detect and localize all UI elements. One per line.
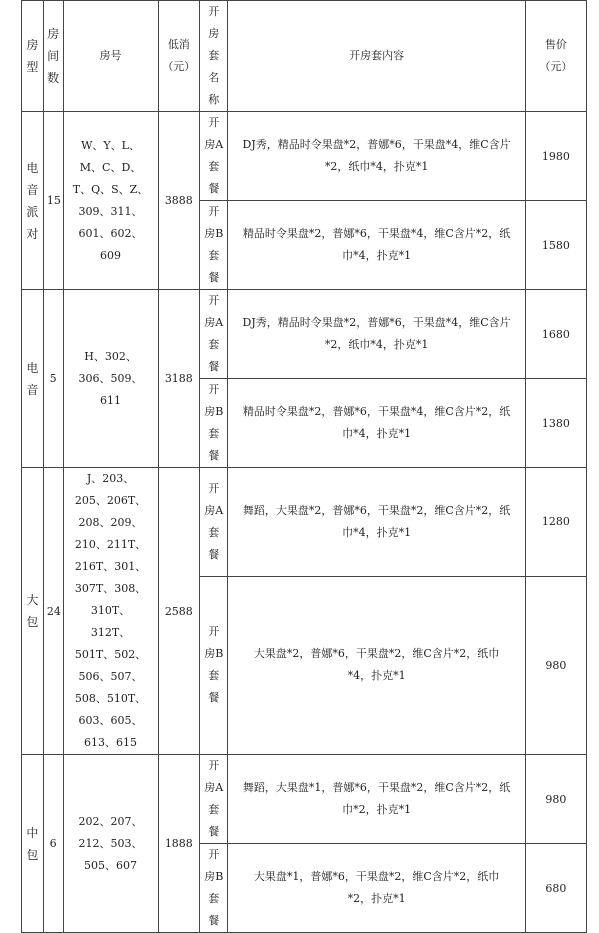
package-price: 980	[525, 576, 586, 754]
package-content: 大果盘*1，普娜*6，干果盘*2，维C含片*2，纸巾*2，扑克*1	[228, 844, 525, 933]
package-name: 开房A套餐	[200, 290, 228, 379]
package-name: 开房A套餐	[200, 112, 228, 201]
room-count: 6	[43, 755, 63, 933]
room-type: 电音	[22, 290, 44, 468]
header-price	[525, 1, 586, 112]
room-count: 15	[43, 112, 63, 290]
room-type: 大包	[22, 468, 44, 755]
room-type: 电音派对	[22, 112, 44, 290]
table-row	[22, 290, 587, 379]
room-type: 中包	[22, 755, 44, 933]
header-price-label: 售价	[544, 38, 567, 51]
package-name: 开房B套餐	[200, 379, 228, 468]
package-price: 1980	[525, 112, 586, 201]
header-count: 房间数	[43, 1, 63, 112]
package-price: 1680	[525, 290, 586, 379]
min-spend: 3188	[158, 290, 200, 468]
package-price: 980	[525, 755, 586, 844]
package-price: 1580	[525, 201, 586, 290]
room-count: 5	[43, 290, 63, 468]
header-row	[22, 1, 587, 112]
room-numbers: H、302、306、509、611	[63, 290, 158, 468]
header-min-spend	[158, 1, 200, 112]
package-name: 开房A套餐	[200, 755, 228, 844]
room-numbers: 202、207、212、503、505、607	[63, 755, 158, 933]
package-content: DJ秀，精品时令果盘*2，普娜*6，干果盘*4，维C含片*2，纸巾*4，扑克*1	[228, 290, 525, 379]
header-min-spend-label: 低消	[167, 38, 190, 51]
package-content: 精品时令果盘*2，普娜*6，干果盘*4，维C含片*2，纸巾*4，扑克*1	[228, 201, 525, 290]
table-row	[22, 755, 587, 844]
min-spend: 1888	[158, 755, 200, 933]
package-name: 开房A套餐	[200, 468, 228, 577]
min-spend: 2588	[158, 468, 200, 755]
table-row	[22, 468, 587, 577]
package-name: 开房B套餐	[200, 576, 228, 754]
header-content: 开房套内容	[228, 1, 525, 112]
price-table	[21, 0, 587, 933]
header-price-unit: （元）	[539, 60, 573, 73]
package-content: 精品时令果盘*2，普娜*6，干果盘*4，维C含片*2，纸巾*4，扑克*1	[228, 379, 525, 468]
header-package: 开房套名称	[200, 1, 228, 112]
package-content: 舞蹈，大果盘*2，普娜*6，干果盘*2，维C含片*2，纸巾*4，扑克*1	[228, 468, 525, 577]
min-spend: 3888	[158, 112, 200, 290]
package-name: 开房B套餐	[200, 844, 228, 933]
package-price: 1380	[525, 379, 586, 468]
room-numbers: J、203、205、206T、208、209、210、211T、216T、301、307T、308、310T、312T、501T、502、506、507、508、510T、603、605、613、615	[63, 468, 158, 755]
package-content: DJ秀，精品时令果盘*2，普娜*6，干果盘*4，维C含片*2，纸巾*4，扑克*1	[228, 112, 525, 201]
package-name: 开房B套餐	[200, 201, 228, 290]
room-numbers: W、Y、L、M、C、D、T、Q、S、Z、309、311、601、602、609	[63, 112, 158, 290]
room-count: 24	[43, 468, 63, 755]
header-type: 房型	[22, 1, 44, 112]
package-price: 680	[525, 844, 586, 933]
header-min-spend-unit: （元）	[162, 60, 196, 73]
header-rooms: 房号	[63, 1, 158, 112]
package-price: 1280	[525, 468, 586, 577]
package-content: 大果盘*2，普娜*6，干果盘*2，维C含片*2，纸巾*4，扑克*1	[228, 576, 525, 754]
package-content: 舞蹈，大果盘*1，普娜*6，干果盘*2，维C含片*2，纸巾*2，扑克*1	[228, 755, 525, 844]
table-row	[22, 112, 587, 201]
